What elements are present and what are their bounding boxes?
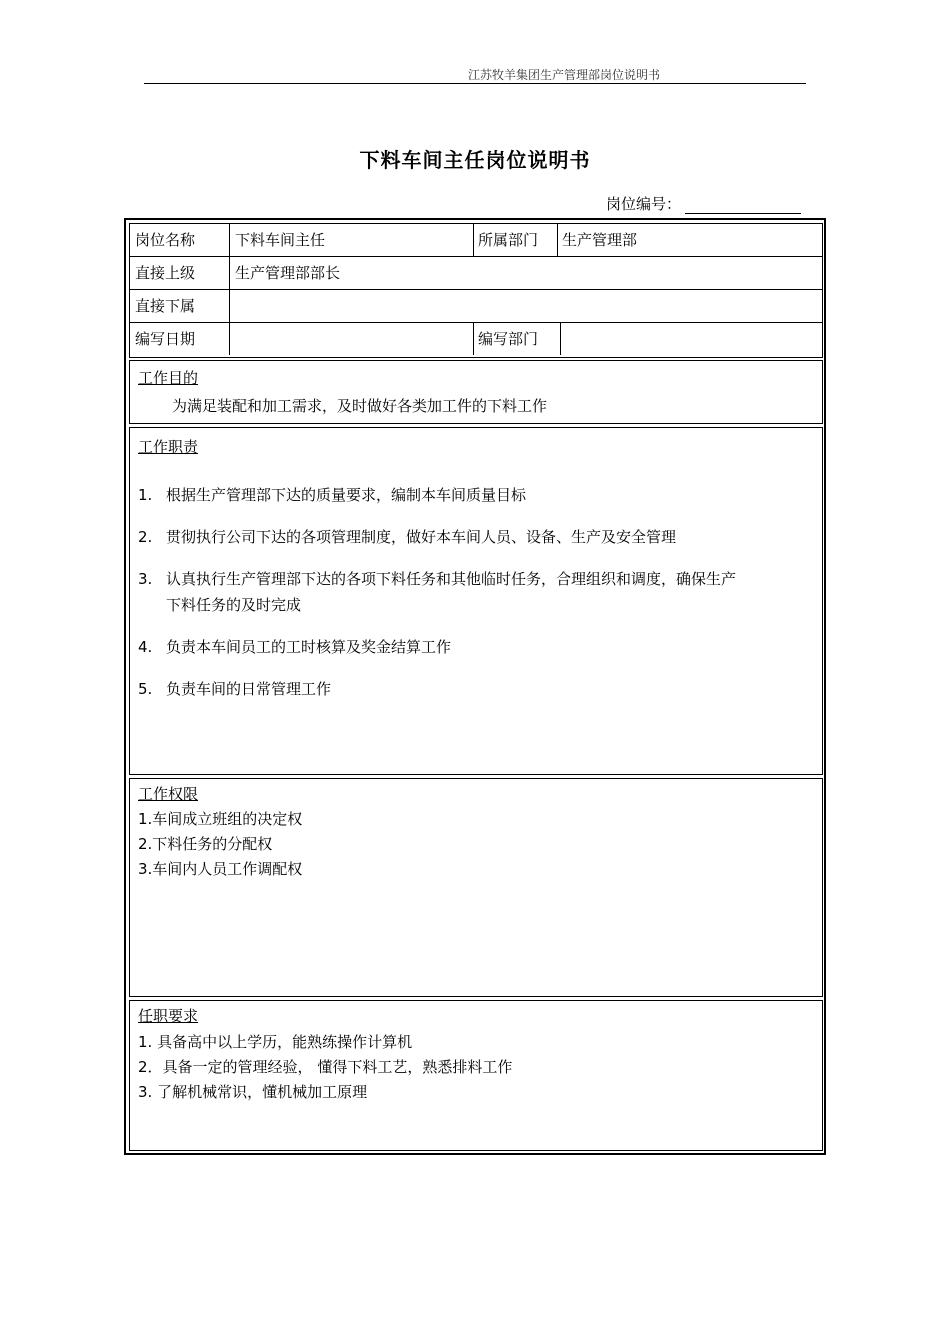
list-item — [138, 678, 331, 699]
post-number-label: 岗位编号： — [606, 195, 682, 213]
author-dept-label: 编写部门 — [478, 330, 539, 348]
requirements-title: 任职要求 — [138, 1007, 199, 1025]
list-item — [138, 484, 526, 505]
post-name-value: 下料车间主任 — [235, 231, 326, 249]
info-table — [129, 223, 823, 358]
superior-value: 生产管理部部长 — [235, 264, 341, 282]
list-item-text: 根据生产管理部下达的质量要求，编制本车间质量目标 — [166, 486, 527, 504]
list-item-continuation: 下料任务的及时完成 — [166, 596, 302, 614]
table-divider — [557, 224, 558, 256]
list-item-number: 4. — [138, 638, 153, 656]
running-header: 江苏牧羊集团生产管理部岗位说明书 — [468, 68, 661, 82]
job-description-sheet — [124, 218, 826, 1155]
list-item — [138, 568, 736, 589]
list-item: 3. 了解机械常识，懂机械加工原理 — [138, 1083, 368, 1101]
table-divider — [130, 256, 822, 257]
authority-section — [129, 778, 823, 997]
post-number-blank — [685, 199, 801, 214]
purpose-title: 工作目的 — [138, 369, 199, 387]
table-divider — [473, 322, 474, 355]
date-label: 编写日期 — [135, 330, 196, 348]
table-divider — [560, 322, 561, 355]
purpose-section — [129, 360, 823, 424]
list-item-number: 3. — [138, 570, 153, 588]
list-item: 1.车间成立班组的决定权 — [138, 810, 303, 828]
table-divider — [130, 289, 822, 290]
table-divider — [473, 224, 474, 256]
post-name-label: 岗位名称 — [135, 231, 196, 249]
list-item-text: 认真执行生产管理部下达的各项下料任务和其他临时任务，合理组织和调度，确保生产 — [166, 570, 737, 588]
authority-title: 工作权限 — [138, 785, 199, 803]
requirements-section — [129, 1000, 823, 1151]
document-title: 下料车间主任岗位说明书 — [359, 148, 591, 172]
list-item — [138, 526, 676, 547]
list-item: 2．具备一定的管理经验， 懂得下料工艺，熟悉排料工作 — [138, 1058, 513, 1076]
subordinate-label: 直接下属 — [135, 297, 196, 315]
duties-title: 工作职责 — [138, 438, 199, 456]
list-item-text: 负责车间的日常管理工作 — [166, 680, 332, 698]
list-item-text: 贯彻执行公司下达的各项管理制度，做好本车间人员、设备、生产及安全管理 — [166, 528, 677, 546]
list-item-number: 1. — [138, 486, 153, 504]
list-item: 2.下料任务的分配权 — [138, 835, 273, 853]
duties-section — [129, 427, 823, 775]
superior-label: 直接上级 — [135, 264, 196, 282]
list-item-text: 负责本车间员工的工时核算及奖金结算工作 — [166, 638, 452, 656]
table-divider — [229, 224, 230, 355]
dept-label: 所属部门 — [478, 231, 539, 249]
list-item-number: 2. — [138, 528, 153, 546]
dept-value: 生产管理部 — [562, 231, 638, 249]
list-item-number: 5. — [138, 680, 153, 698]
list-item: 3.车间内人员工作调配权 — [138, 860, 303, 878]
list-item: 1. 具备高中以上学历，能熟练操作计算机 — [138, 1033, 413, 1051]
table-divider — [130, 322, 822, 323]
post-number-field — [606, 193, 801, 214]
header-rule — [144, 83, 806, 84]
list-item — [138, 636, 451, 657]
purpose-text: 为满足装配和加工需求，及时做好各类加工件的下料工作 — [172, 397, 548, 415]
